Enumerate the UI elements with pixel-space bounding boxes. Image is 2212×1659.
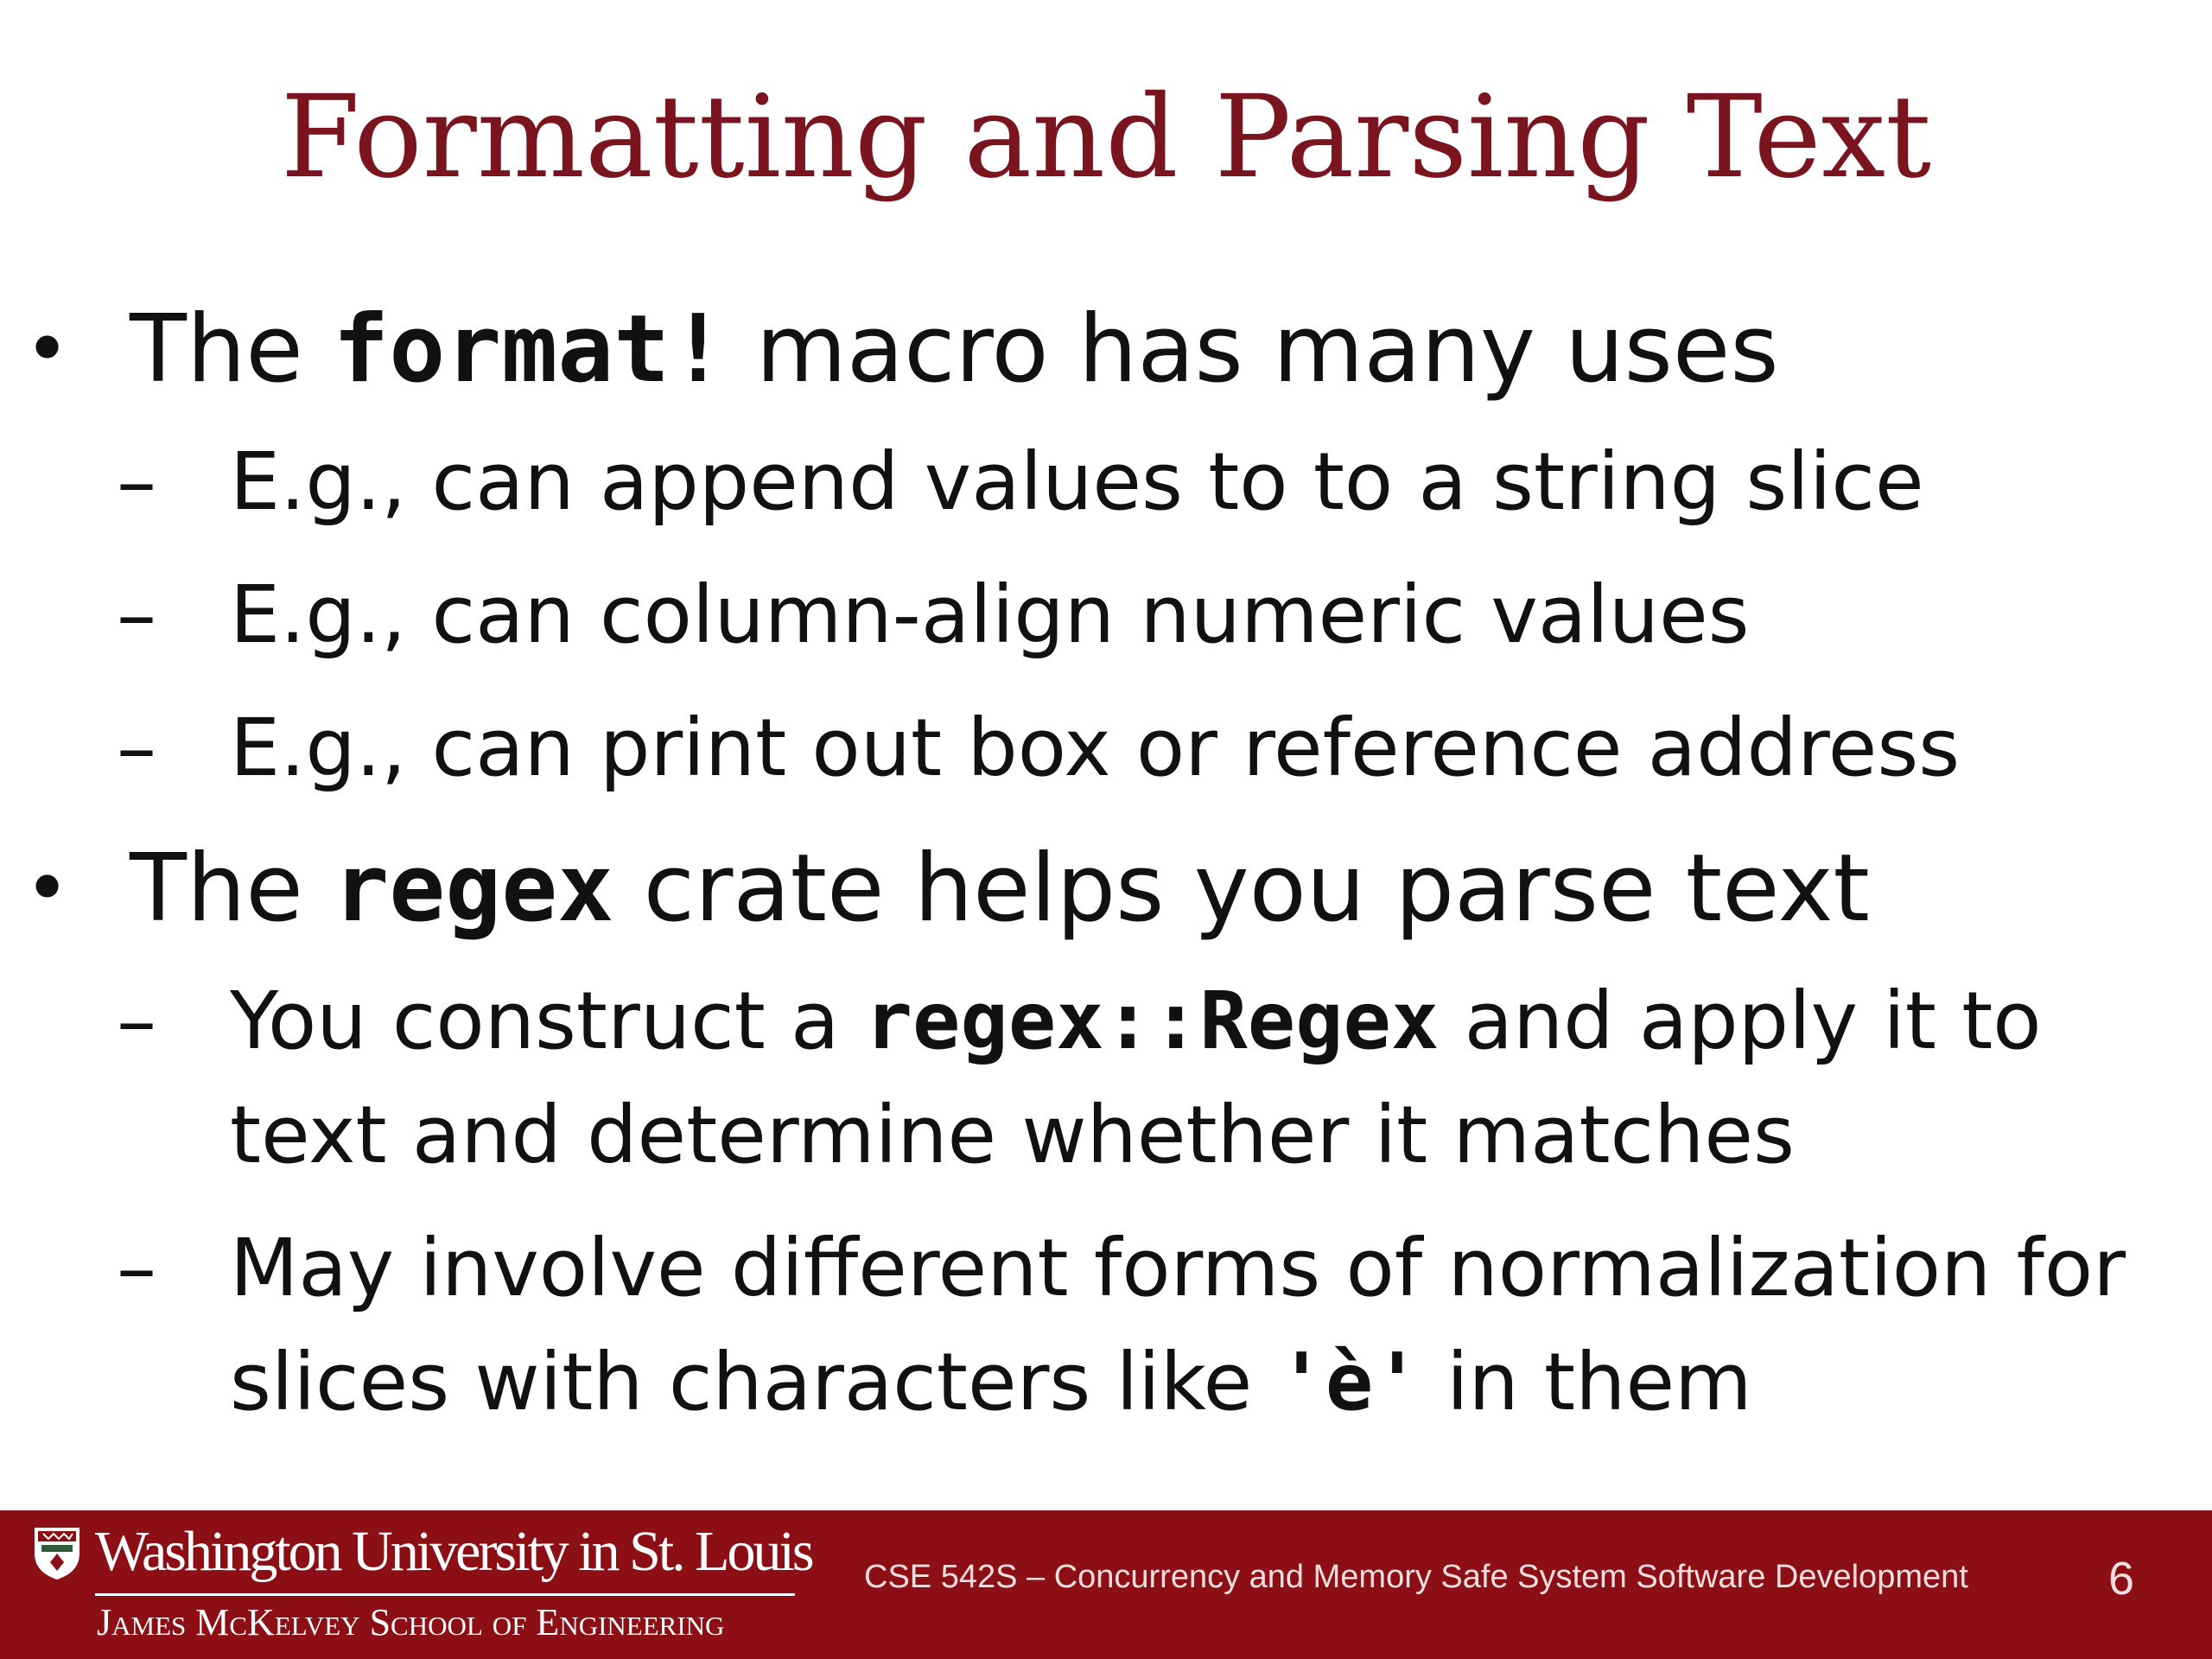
sub-bullet-text: E.g., can column-align numeric values: [230, 569, 1750, 661]
university-wordmark: Washington University in St. Louis: [95, 1520, 812, 1583]
sub-bullet-text-pre: May involve different forms of normalization for slices with characters like: [230, 1222, 2126, 1428]
school-name: James McKelvey School of Engineering: [97, 1601, 725, 1643]
slide-body: [0, 285, 2212, 1459]
code-regex: regex: [333, 835, 614, 943]
bullet-text-post: crate helps you parse text: [613, 835, 1870, 943]
sub-bullet-marker: –: [117, 702, 156, 794]
sub-bullet: [0, 425, 2200, 539]
sub-bullet-text: E.g., can print out box or reference address: [230, 702, 1961, 794]
bullet-format-macro: [0, 285, 2212, 415]
code-char-e-grave: 'è': [1277, 1336, 1421, 1428]
sub-bullet-text-post: in them: [1421, 1336, 1752, 1428]
sub-bullet-text: E.g., can append values to to a string slice: [230, 435, 1924, 528]
sub-bullet-text-pre: You construct a: [230, 975, 865, 1067]
university-crest-icon: [31, 1524, 83, 1581]
course-title: CSE 542S – Concurrency and Memory Safe System Software Development: [864, 1559, 1968, 1595]
sub-bullet: [0, 1211, 2200, 1440]
sub-bullet-marker: –: [117, 435, 156, 528]
bullet-marker: •: [24, 304, 71, 395]
code-regex-regex: regex::Regex: [864, 975, 1440, 1067]
footer-divider: [95, 1593, 795, 1596]
sub-bullet: [0, 558, 2200, 672]
sub-bullet: [0, 964, 2200, 1192]
sub-bullet: [0, 691, 2200, 805]
bullet-marker: •: [24, 843, 71, 934]
page-number: 6: [2107, 1553, 2134, 1605]
bullet-text-post: macro has many uses: [726, 296, 1779, 404]
sub-bullet-marker: –: [117, 1222, 156, 1314]
sub-bullet-marker: –: [117, 975, 156, 1067]
sub-bullet-text-post: and apply it to text and determine whether it matches: [230, 975, 2042, 1181]
footer-bar: [0, 1510, 2212, 1659]
bullet-text-pre: The: [130, 296, 334, 404]
code-format-macro: format!: [333, 296, 727, 404]
slide-title: Formatting and Parsing Text: [280, 71, 1932, 204]
bullet-regex-crate: [0, 824, 2212, 954]
bullet-text-pre: The: [130, 835, 334, 943]
sub-bullet-marker: –: [117, 569, 156, 661]
